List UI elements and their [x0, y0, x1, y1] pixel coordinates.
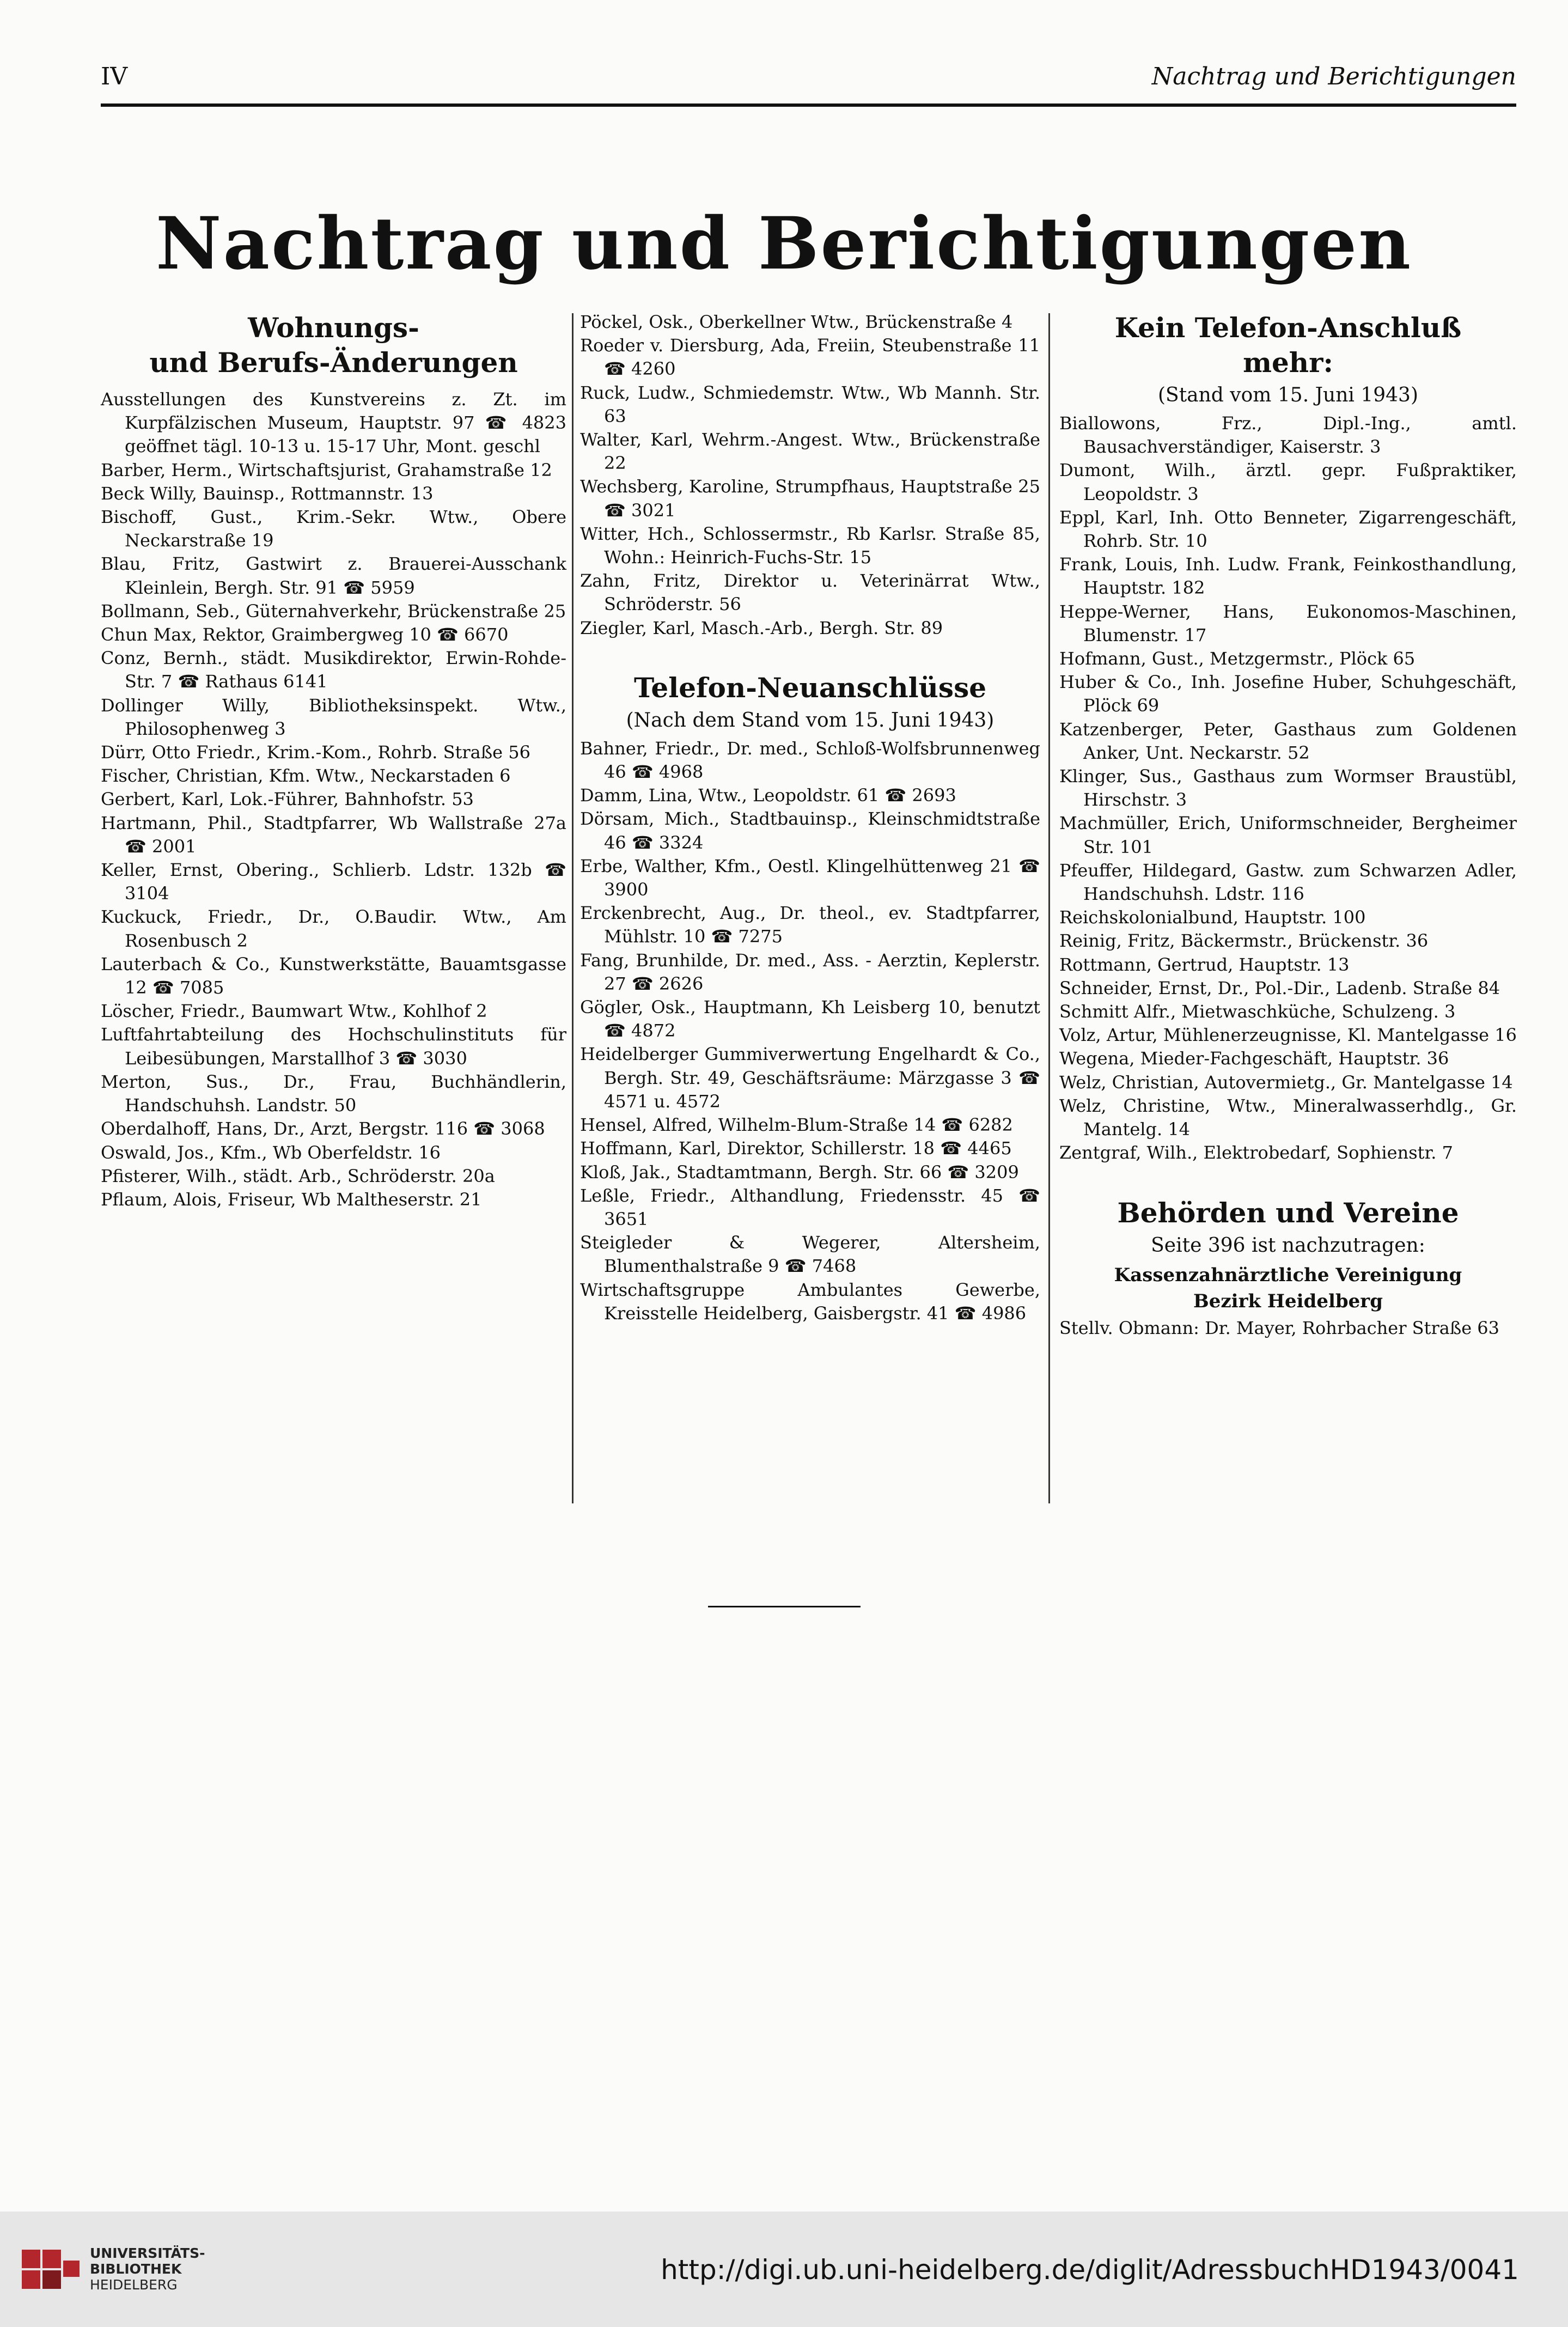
list-item: Welz, Christine, Wtw., Mineralwasserhdlg., Gr. Mantelg. 14 [1059, 1095, 1517, 1140]
list-item: Pöckel, Osk., Oberkellner Wtw., Brückenstraße 4 [580, 312, 1013, 332]
library-name [90, 2245, 205, 2293]
section-subheading: (Stand vom 15. Juni 1943) [1157, 384, 1419, 406]
section-gap [1059, 1165, 1517, 1196]
list-item: Zahn, Fritz, Direktor u. Veterinärrat Wtw., Schröderstr. 56 [580, 570, 1040, 615]
list-item: Welz, Christian, Autovermietg., Gr. Mantelgasse 14 [1059, 1071, 1513, 1093]
column-1 [101, 310, 566, 1211]
running-title: Nachtrag und Berichtigungen [1151, 63, 1516, 90]
list-item: Hartmann, Phil., Stadtpfarrer, Wb Wallstraße 27a ☎ 2001 [101, 812, 566, 857]
list-item: Ausstellungen des Kunstvereins z. Zt. im Kurpfälzischen Museum, Hauptstr. 97 ☎ 4823 geöffnet tägl. 10-13 u. 15-17 Uhr, Mont. geschl [101, 389, 566, 457]
list-item: Chun Max, Rektor, Graimbergweg 10 ☎ 6670 [101, 624, 509, 645]
list-item: Stellv. Obmann: Dr. Mayer, Rohrbacher Straße 63 [1059, 1317, 1500, 1338]
library-logo-icon [22, 2250, 82, 2292]
list-item: Oberdalhoff, Hans, Dr., Arzt, Bergstr. 116 ☎ 3068 [101, 1118, 545, 1140]
section-heading: Telefon-Neuanschlüsse [633, 671, 987, 704]
list-item: Ruck, Ludw., Schmiedemstr. Wtw., Wb Mannh. Str. 63 [580, 382, 1040, 427]
list-item: Barber, Herm., Wirtschaftsjurist, Grahamstraße 12 [101, 459, 552, 480]
list-item: Pflaum, Alois, Friseur, Wb Maltheserstr. 21 [101, 1189, 482, 1210]
list-item: Schneider, Ernst, Dr., Pol.-Dir., Ladenb. Straße 84 [1059, 977, 1500, 998]
list-item: Erckenbrecht, Aug., Dr. theol., ev. Stadtpfarrer, Mühlstr. 10 ☎ 7275 [580, 903, 1040, 947]
list-item: Roeder v. Diersburg, Ada, Freiin, Steubenstraße 11 ☎ 4260 [580, 335, 1040, 380]
list-item: Heidelberger Gummiverwertung Engelhardt & Co., Bergh. Str. 49, Geschäftsräume: Märzgasse 3 ☎ 4571 u. 4572 [580, 1044, 1040, 1112]
column-3 [1059, 310, 1517, 1340]
list-item: Witter, Hch., Schlossermstr., Rb Karlsr. Straße 85, Wohn.: Heinrich-Fuchs-Str. 15 [580, 523, 1040, 568]
list-item: Reinig, Fritz, Bäckermstr., Brückenstr. 36 [1059, 930, 1429, 952]
header-rule [101, 103, 1516, 107]
section-heading-line2: und Berufs-Änderungen [149, 346, 518, 379]
list-item: Hofmann, Gust., Metzgermstr., Plöck 65 [1059, 648, 1416, 669]
list-item: Gögler, Osk., Hauptmann, Kh Leisberg 10, benutzt ☎ 4872 [580, 997, 1040, 1041]
list-item: Rottmann, Gertrud, Hauptstr. 13 [1059, 954, 1350, 975]
list-item: Steigleder & Wegerer, Altersheim, Blumenthalstraße 9 ☎ 7468 [580, 1232, 1040, 1277]
list-item: Zentgraf, Wilh., Elektrobedarf, Sophienstr. 7 [1059, 1142, 1453, 1164]
list-item: Löscher, Friedr., Baumwart Wtw., Kohlhof 2 [101, 1001, 487, 1022]
list-item: Erbe, Walther, Kfm., Oestl. Klingelhüttenweg 21 ☎ 3900 [580, 855, 1040, 900]
list-item: Dollinger Willy, Bibliotheksinspekt. Wtw., Philosophenweg 3 [101, 695, 566, 739]
list-item: Damm, Lina, Wtw., Leopoldstr. 61 ☎ 2693 [580, 785, 956, 806]
library-name-line1: UNIVERSITÄTS- [90, 2245, 205, 2261]
list-item: Frank, Louis, Inh. Ludw. Frank, Feinkosthandlung, Hauptstr. 182 [1059, 554, 1517, 599]
list-item: Schmitt Alfr., Mietwaschküche, Schulzeng. 3 [1059, 1001, 1456, 1022]
list-item: Wirtschaftsgruppe Ambulantes Gewerbe, Kreisstelle Heidelberg, Gaisbergstr. 41 ☎ 4986 [580, 1279, 1040, 1324]
list-item: Walter, Karl, Wehrm.-Angest. Wtw., Brückenstraße 22 [580, 429, 1040, 474]
section-heading-line2: mehr: [1243, 346, 1333, 379]
list-item: Hoffmann, Karl, Direktor, Schillerstr. 18 ☎ 4465 [580, 1138, 1012, 1159]
entry-list [101, 388, 566, 1211]
list-item: Merton, Sus., Dr., Frau, Buchhändlerin, Handschuhsh. Landstr. 50 [101, 1071, 566, 1116]
list-item: Huber & Co., Inh. Josefine Huber, Schuhgeschäft, Plöck 69 [1059, 672, 1517, 716]
list-item: Lauterbach & Co., Kunstwerkstätte, Bauamtsgasse 12 ☎ 7085 [101, 953, 566, 998]
authorities-heading: Behörden und Vereine [1117, 1196, 1459, 1229]
list-item: Keller, Ernst, Obering., Schlierb. Ldstr. 132b ☎ 3104 [101, 860, 566, 904]
list-item: Hensel, Alfred, Wilhelm-Blum-Straße 14 ☎ 6282 [580, 1114, 1013, 1136]
list-item: Machmüller, Erich, Uniformschneider, Bergheimer Str. 101 [1059, 813, 1517, 857]
library-name-line2: BIBLIOTHEK [90, 2261, 182, 2277]
list-item: Katzenberger, Peter, Gasthaus zum Goldenen Anker, Unt. Neckarstr. 52 [1059, 718, 1517, 763]
list-item: Bischoff, Gust., Krim.-Sekr. Wtw., Obere Neckarstraße 19 [101, 507, 566, 551]
section-gap [580, 640, 1040, 671]
list-item: Bahner, Friedr., Dr. med., Schloß-Wolfsbrunnenweg 46 ☎ 4968 [580, 738, 1040, 783]
list-item: Fang, Brunhilde, Dr. med., Ass. - Aerztin, Keplerstr. 27 ☎ 2626 [580, 949, 1040, 994]
authorities-note: Seite 396 ist nachzutragen: [1151, 1234, 1425, 1257]
entry-list [1059, 412, 1517, 1165]
list-item: Fischer, Christian, Kfm. Wtw., Neckarstaden 6 [101, 765, 511, 787]
end-rule [708, 1606, 861, 1607]
list-item: Reichskolonialbund, Hauptstr. 100 [1059, 907, 1366, 928]
list-item: Blau, Fritz, Gastwirt z. Brauerei-Ausschank Kleinlein, Bergh. Str. 91 ☎ 5959 [101, 553, 566, 598]
column-divider-2 [1048, 313, 1050, 1503]
list-item: Heppe-Werner, Hans, Eukonomos-Maschinen, Blumenstr. 17 [1059, 601, 1517, 645]
association-name-line1: Kassenzahnärztliche Vereinigung [1114, 1264, 1462, 1286]
list-item: Dürr, Otto Friedr., Krim.-Kom., Rohrb. Straße 56 [101, 742, 530, 763]
list-item: Volz, Artur, Mühlenerzeugnisse, Kl. Mantelgasse 16 [1059, 1025, 1517, 1046]
list-item: Biallowons, Frz., Dipl.-Ing., amtl. Bausachverständiger, Kaiserstr. 3 [1059, 413, 1517, 458]
list-item: Ziegler, Karl, Masch.-Arb., Bergh. Str. 89 [580, 617, 943, 638]
column-2 [580, 310, 1040, 1325]
list-item: Gerbert, Karl, Lok.-Führer, Bahnhofstr. 53 [101, 789, 474, 810]
list-item: Eppl, Karl, Inh. Otto Benneter, Zigarrengeschäft, Rohrb. Str. 10 [1059, 507, 1517, 552]
list-item: Kloß, Jak., Stadtamtmann, Bergh. Str. 66 ☎ 3209 [580, 1161, 1019, 1183]
library-footer [0, 2212, 1568, 2327]
page-title: Nachtrag und Berichtigungen [155, 202, 1413, 286]
section-heading-line1: Wohnungs- [248, 312, 419, 344]
list-item: Pfeuffer, Hildegard, Gastw. zum Schwarzen Adler, Handschuhsh. Ldstr. 116 [1059, 860, 1517, 905]
association-name-line2: Bezirk Heidelberg [1193, 1290, 1383, 1312]
section-heading-line1: Kein Telefon-Anschluß [1114, 312, 1462, 344]
list-item: Bollmann, Seb., Güternahverkehr, Brückenstraße 25 [101, 600, 566, 622]
library-name-line3: HEIDELBERG [90, 2277, 178, 2293]
column-divider-1 [572, 313, 573, 1503]
running-header [101, 63, 1516, 95]
list-item: Dörsam, Mich., Stadtbauinsp., Kleinschmidtstraße 46 ☎ 3324 [580, 808, 1040, 853]
entry-list [580, 737, 1040, 1325]
page-number: IV [101, 63, 128, 90]
list-item: Wechsberg, Karoline, Strumpfhaus, Hauptstraße 25 ☎ 3021 [580, 476, 1040, 521]
list-item: Leßle, Friedr., Althandlung, Friedensstr. 45 ☎ 3651 [580, 1185, 1040, 1229]
list-item: Conz, Bernh., städt. Musikdirektor, Erwin-Rohde-Str. 7 ☎ Rathaus 6141 [101, 648, 566, 692]
list-item: Klinger, Sus., Gasthaus zum Wormser Braustübl, Hirschstr. 3 [1059, 766, 1517, 811]
list-item: Pfisterer, Wilh., städt. Arb., Schröderstr. 20a [101, 1165, 495, 1186]
list-item: Beck Willy, Bauinsp., Rottmannstr. 13 [101, 483, 434, 504]
list-item: Luftfahrtabteilung des Hochschulinstituts für Leibesübungen, Marstallhof 3 ☎ 3030 [101, 1024, 566, 1069]
section-subheading: (Nach dem Stand vom 15. Juni 1943) [626, 709, 995, 732]
association-entry-list [1059, 1317, 1517, 1340]
list-item: Oswald, Jos., Kfm., Wb Oberfeldstr. 16 [101, 1142, 441, 1163]
entry-list-continued [580, 310, 1040, 640]
list-item: Wegena, Mieder-Fachgeschäft, Hauptstr. 36 [1059, 1048, 1449, 1069]
source-url-link[interactable]: http://digi.ub.uni-heidelberg.de/diglit/AdressbuchHD1943/0041 [661, 2254, 1519, 2286]
list-item: Kuckuck, Friedr., Dr., O.Baudir. Wtw., Am Rosenbusch 2 [101, 906, 566, 951]
list-item: Dumont, Wilh., ärztl. gepr. Fußpraktiker, Leopoldstr. 3 [1059, 460, 1517, 504]
